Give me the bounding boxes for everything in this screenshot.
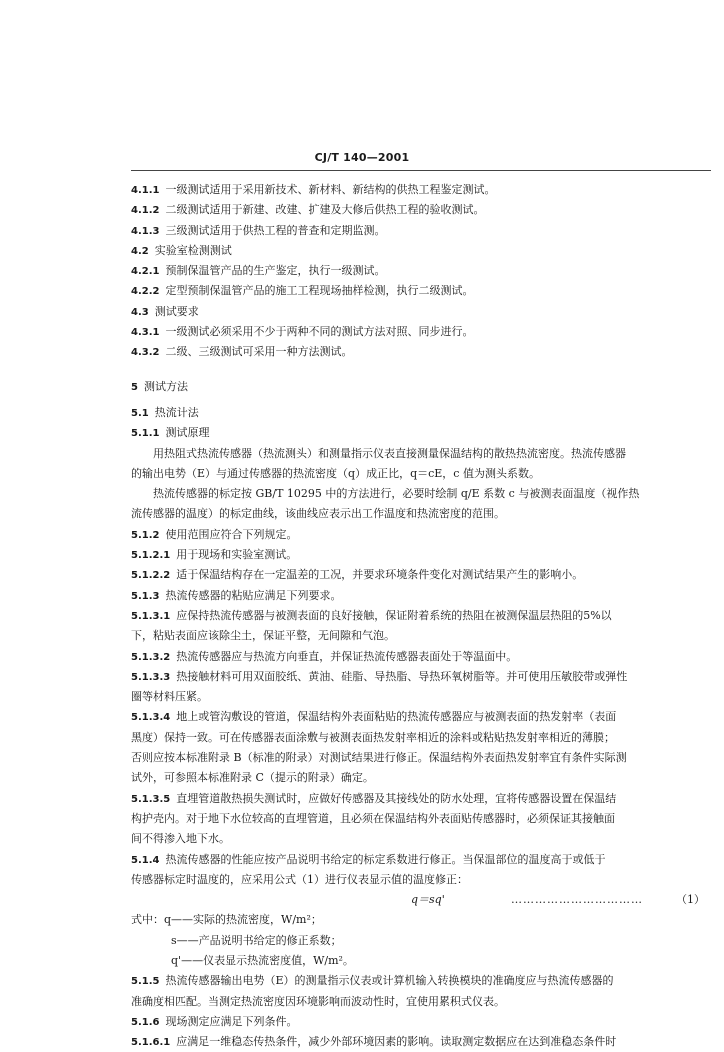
clause-5-1-3-3 — [131, 667, 711, 687]
paragraph-line — [131, 768, 711, 788]
clause-number: 5.1.6.1 — [131, 1037, 171, 1049]
clause-4-3-2 — [131, 342, 711, 362]
clause-number: 5.1 — [131, 407, 149, 419]
clause-text: 热流传感器的粘贴应满足下列要求。 — [165, 588, 342, 602]
paragraph-line — [131, 829, 711, 849]
paragraph-line — [131, 748, 711, 768]
paragraph-line — [131, 504, 711, 524]
clause-5-1-6 — [131, 1012, 711, 1032]
paragraph-line — [131, 484, 711, 504]
paragraph-text: 热流传感器的标定按 GB/T 10295 中的方法进行，必要时绘制 q/E 系数 c 与被测表面温度（视作热 — [153, 487, 640, 501]
clause-text: 使用范围应符合下列规定。 — [165, 527, 298, 541]
clause-number: 4.1.1 — [131, 185, 160, 196]
chapter-5-heading — [131, 377, 711, 397]
clause-number: 5 — [131, 381, 138, 393]
clause-text: 实验室检测测试 — [154, 243, 232, 257]
clause-number: 5.1.2.1 — [131, 550, 171, 562]
clause-text: 直埋管道散热损失测试时，应做好传感器及其接线处的防水处理，宜将传感器设置在保温结 — [176, 791, 617, 805]
paragraph-text: 圈等材料压紧。 — [131, 690, 208, 704]
clause-number: 4.2.1 — [131, 266, 160, 278]
clause-text: 应保持热流传感器与被测表面的良好接触，保证附着系统的热阻在被测保温层热阻的5%以 — [176, 608, 612, 622]
spacer — [131, 363, 711, 377]
clause-text: 热流计法 — [154, 405, 199, 419]
clause-number: 4.3.1 — [131, 327, 160, 339]
clause-number: 4.2 — [131, 245, 149, 257]
clause-5-1-5 — [131, 971, 711, 991]
clause-4-2-2 — [131, 281, 711, 301]
clause-5-1-6-1 — [131, 1032, 711, 1052]
clause-number: 4.3 — [131, 306, 149, 318]
clause-number: 5.1.1 — [131, 428, 160, 440]
clause-text: 二级测试适用于新建、改建、扩建及大修后供热工程的验收测试。 — [165, 203, 485, 217]
clause-text: 三级测试适用于供热工程的普查和定期监测。 — [165, 223, 386, 237]
paragraph-line — [131, 626, 711, 646]
paragraph-text: 间不得渗入地下水。 — [131, 832, 230, 846]
clause-4-1-3 — [131, 221, 711, 241]
paragraph-text: 流传感器的温度）的标定曲线，该曲线应表示出工作温度和热流密度的范围。 — [131, 507, 505, 521]
clause-number: 5.1.3.1 — [131, 610, 171, 622]
clause-5-1-1 — [131, 423, 711, 443]
paragraph-text: 用热阻式热流传感器（热流测头）和测量指示仪表直接测量保温结构的散热热流密度。热流传感器 — [153, 446, 626, 460]
clause-5-1-3-1 — [131, 606, 711, 626]
clause-4-1-2 — [131, 200, 711, 220]
clause-4-1-1 — [131, 180, 711, 200]
where-definition: s——产品说明书给定的修正系数； — [171, 933, 342, 947]
clause-4-2-1 — [131, 261, 711, 281]
clause-text: 应满足一维稳态传热条件，减少外部环境因素的影响。读取测定数据应在达到准稳态条件时 — [176, 1035, 617, 1049]
clause-number: 5.1.2.2 — [131, 570, 171, 582]
clause-5-1-4 — [131, 850, 711, 870]
paragraph-line — [131, 687, 711, 707]
paragraph-line — [131, 992, 711, 1012]
clause-number: 5.1.2 — [131, 529, 160, 541]
formula-leader-dots: …………………………… — [511, 893, 643, 907]
clause-number: 4.1.3 — [131, 225, 160, 237]
clause-5-1-3 — [131, 586, 711, 606]
clause-number: 5.1.3 — [131, 590, 160, 602]
clause-number: 5.1.3.3 — [131, 671, 171, 683]
clause-text: 地上或管沟敷设的管道，保温结构外表面粘贴的热流传感器应与被测表面的热发射率（表面 — [176, 710, 617, 724]
document-body — [131, 180, 711, 1052]
clause-4-3-1 — [131, 322, 711, 342]
clause-number: 5.1.5 — [131, 976, 160, 988]
formula-1 — [131, 890, 711, 910]
clause-text: 现场测定应满足下列条件。 — [165, 1014, 298, 1028]
clause-text: 二级、三级测试可采用一种方法测试。 — [165, 345, 353, 359]
paragraph-text: 的输出电势（E）与通过传感器的热流密度（q）成正比，q＝cE，c 值为测头系数。 — [131, 466, 540, 480]
clause-5-1-3-5 — [131, 789, 711, 809]
paragraph-text: 黑度）保持一致。可在传感器表面涂敷与被测表面热发射率相近的涂料或粘贴热发射率相近的薄膜； — [131, 730, 615, 744]
clause-5-1-2-1 — [131, 545, 711, 565]
section-5-1-heading — [131, 403, 711, 423]
clause-5-1-2 — [131, 525, 711, 545]
clause-5-1-3-4 — [131, 707, 711, 727]
clause-text: 热流传感器输出电势（E）的测量指示仪表或计算机输入转换模块的准确度应与热流传感器的 — [165, 974, 614, 988]
paragraph-text: 传感器标定时温度的，应采用公式（1）进行仪表显示值的温度修正： — [131, 872, 468, 886]
clause-text: 热流传感器应与热流方向垂直，并保证热流传感器表面处于等温面中。 — [176, 649, 518, 663]
clause-text: 用于现场和实验室测试。 — [176, 548, 298, 562]
header-rule — [131, 170, 711, 171]
clause-5-1-2-2 — [131, 565, 711, 585]
paragraph-line — [131, 444, 711, 464]
clause-text: 适于保温结构存在一定温差的工况，并要求环境条件变化对测试结果产生的影响小。 — [176, 568, 584, 582]
paragraph-text: 准确度相匹配。当测定热流密度因环境影响而波动性时，宜使用累积式仪表。 — [131, 994, 505, 1008]
section-4-2-heading — [131, 241, 711, 261]
clause-text: 热流传感器的性能应按产品说明书给定的标定系数进行修正。当保温部位的温度高于或低于 — [165, 852, 606, 866]
clause-number: 5.1.4 — [131, 854, 160, 866]
paragraph-line — [131, 464, 711, 484]
section-4-3-heading — [131, 302, 711, 322]
paragraph-text: 构护壳内。对于地下水位较高的直埋管道，且必须在保温结构外表面贴传感器时，必须保证其接触面 — [131, 811, 615, 825]
formula-number: （1） — [676, 893, 705, 907]
where-intro: 式中：q——实际的热流密度，W/m²； — [131, 913, 322, 927]
clause-number: 4.3.2 — [131, 347, 160, 359]
clause-number: 5.1.6 — [131, 1016, 160, 1028]
clause-text: 热接触材料可用双面胶纸、黄油、硅脂、导热脂、导热环氧树脂等。并可使用压敏胶带或弹性 — [176, 669, 628, 683]
paragraph-text: 否则应按本标准附录 B（标准的附录）对测试结果进行修正。保温结构外表面热发射率宜有条件实际测 — [131, 751, 627, 765]
clause-number: 4.1.2 — [131, 205, 160, 217]
clause-number: 5.1.3.5 — [131, 793, 171, 805]
where-definition: q'——仪表显示热流密度值，W/m²。 — [171, 953, 354, 967]
clause-text: 测试要求 — [154, 304, 199, 318]
clause-text: 测试方法 — [143, 379, 188, 393]
paragraph-line — [131, 809, 711, 829]
paragraph-line — [131, 728, 711, 748]
clause-text: 预制保温管产品的生产鉴定，执行一级测试。 — [165, 264, 386, 278]
clause-number: 5.1.3.2 — [131, 651, 171, 663]
page-header-standard-code: CJ/T 140—2001 — [314, 151, 410, 164]
clause-text: 一级测试必须采用不少于两种不同的测试方法对照、同步进行。 — [165, 325, 474, 339]
clause-5-1-3-2 — [131, 647, 711, 667]
clause-text: 定型预制保温管产品的施工工程现场抽样检测，执行二级测试。 — [165, 284, 474, 298]
clause-number: 5.1.3.4 — [131, 712, 171, 724]
formula-expression: q＝sq' — [411, 893, 445, 907]
paragraph-line — [131, 870, 711, 890]
paragraph-text: 试外，可参照本标准附录 C（提示的附录）确定。 — [131, 771, 374, 785]
clause-text: 一级测试适用于采用新技术、新材料、新结构的供热工程鉴定测试。 — [165, 183, 496, 196]
clause-number: 4.2.2 — [131, 286, 160, 298]
paragraph-text: 下，粘贴表面应该除尘土，保证平整，无间隙和气泡。 — [131, 629, 395, 643]
clause-text: 测试原理 — [165, 426, 210, 440]
